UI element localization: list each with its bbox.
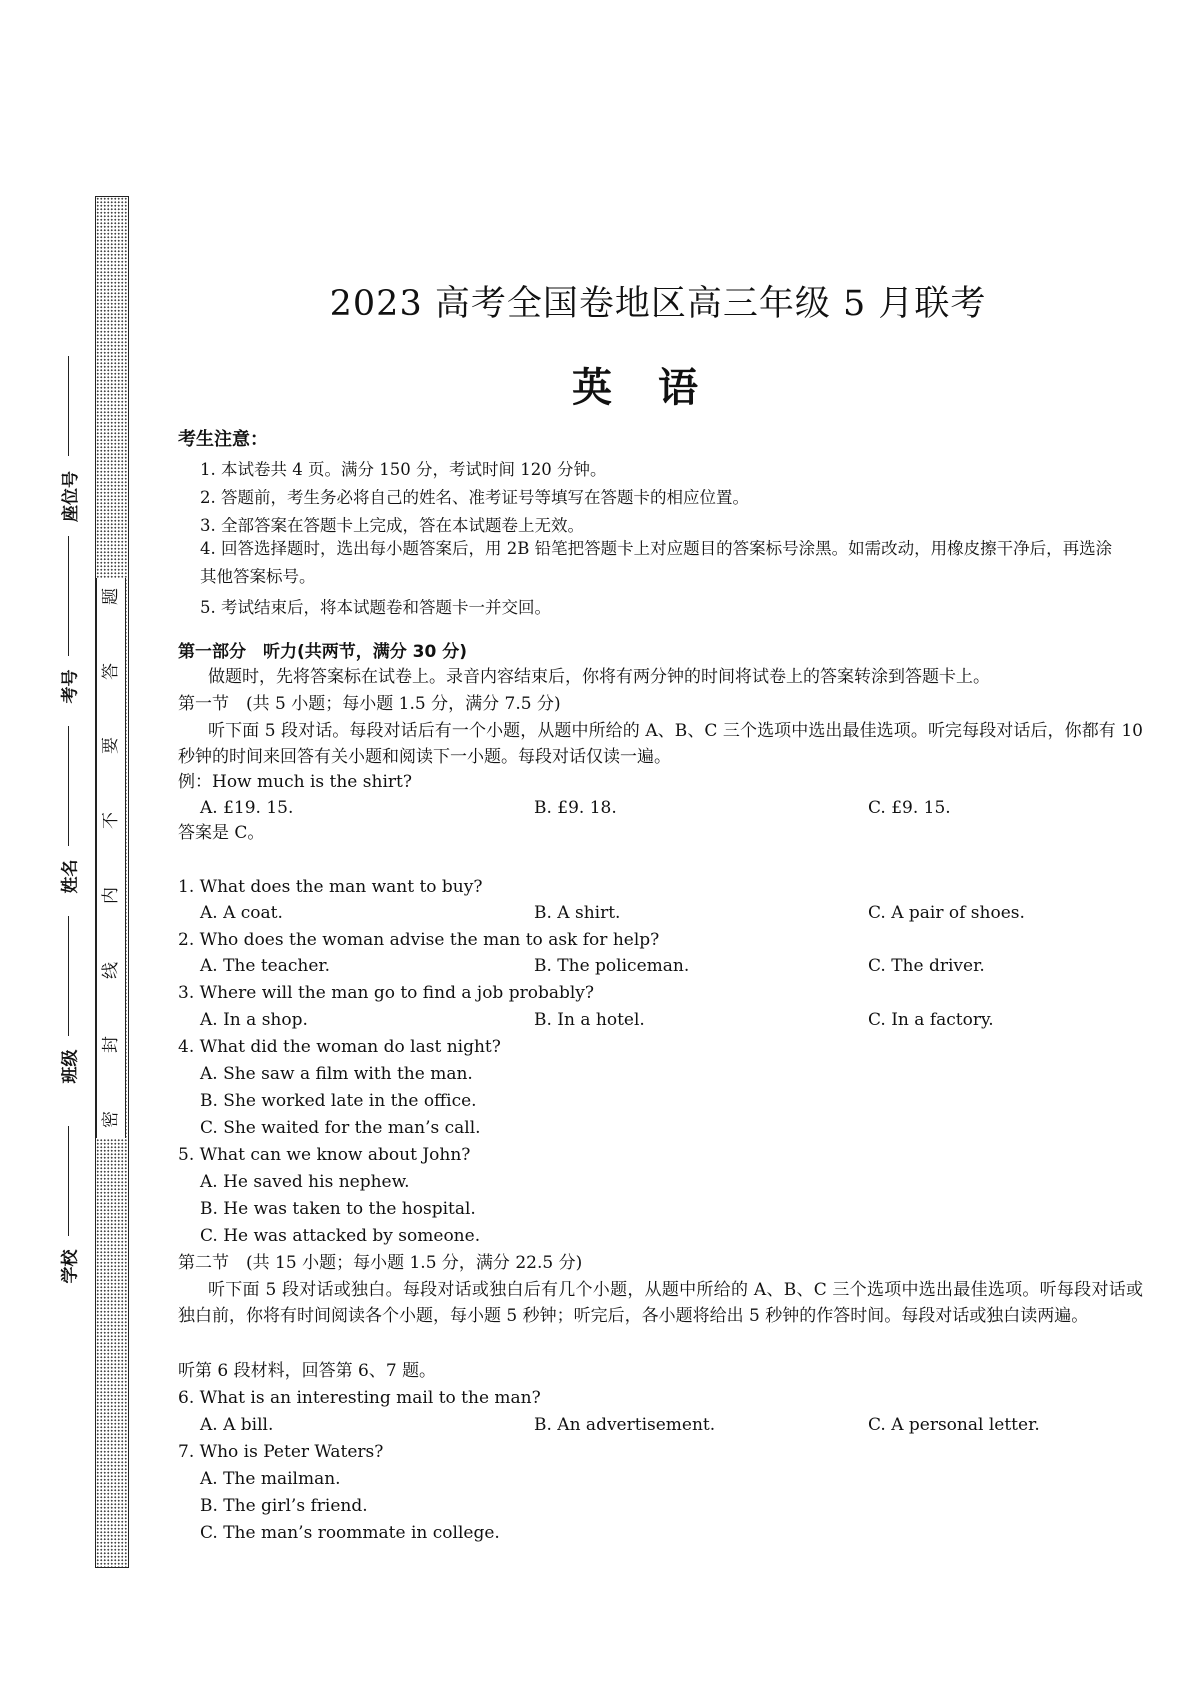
example-option-b: B. £9. 18. (534, 798, 617, 818)
seal-char: 内 (100, 886, 121, 904)
subject-title: 英语 (572, 365, 744, 411)
student-info-fields (55, 356, 81, 1426)
q5-option-a[interactable]: A. He saved his nephew. (200, 1172, 410, 1192)
q7-option-c[interactable]: C. The man’s roommate in college. (200, 1523, 500, 1543)
notice-item: 3. 全部答案在答题卡上完成，答在本试题卷上无效。 (200, 516, 584, 535)
q4-option-b[interactable]: B. She worked late in the office. (200, 1091, 477, 1111)
q6-option-c[interactable]: C. A personal letter. (868, 1415, 1040, 1435)
question-7: 7. Who is Peter Waters? (178, 1442, 384, 1462)
q2-option-c[interactable]: C. The driver. (868, 956, 985, 976)
question-5: 5. What can we know about John? (178, 1145, 471, 1165)
question-2: 2. Who does the woman advise the man to ask for help? (178, 930, 660, 950)
seat-number-field[interactable]: 座位号 (55, 356, 81, 509)
q7-option-a[interactable]: A. The mailman. (200, 1469, 341, 1489)
question-6: 6. What is an interesting mail to the man? (178, 1388, 541, 1408)
seal-char: 线 (100, 961, 121, 979)
example-question: 例：How much is the shirt? (178, 772, 412, 792)
seal-char: 要 (100, 737, 121, 755)
notice-item: 2. 答题前，考生务必将自己的姓名、准考证号等填写在答题卡的相应位置。 (200, 488, 749, 507)
section2-instructions: 听下面 5 段对话或独白。每段对话或独白后有几个小题，从题中所给的 A、B、C 三个选项中选出最佳选项。听每段对话或独白前，你将有时间阅读各个小题，每小题 5 秒钟；听完后，各小题将给出 5 秒钟的作答时间。每段对话或独白读两遍。 (178, 1280, 1143, 1326)
section1-instructions: 听下面 5 段对话。每段对话后有一个小题，从题中所给的 A、B、C 三个选项中选出最佳选项。听完每段对话后，你都有 10 秒钟的时间来回答有关小题和阅读下一小题。每段对话仅读一遍。 (178, 721, 1143, 767)
example-option-c: C. £9. 15. (868, 798, 951, 818)
notice-heading: 考生注意： (178, 429, 268, 450)
question-1: 1. What does the man want to buy? (178, 877, 483, 897)
section2-heading: 第二节 (共 15 小题；每小题 1.5 分，满分 22.5 分) (178, 1253, 583, 1273)
exam-number-field[interactable]: 考号 (55, 536, 81, 699)
notice-item: 4. 回答选择题时，选出每小题答案后，用 2B 铅笔把答题卡上对应题目的答案标号涂黑。如需改动，用橡皮擦干净后，再选涂其他答案标号。 (200, 539, 1113, 586)
question-3: 3. Where will the man go to find a job probably? (178, 983, 595, 1003)
class-field[interactable]: 班级 (55, 916, 81, 1079)
seal-line-notice (96, 578, 126, 1138)
exam-title: 2023 高考全国卷地区高三年级 5 月联考 (329, 284, 987, 324)
seal-char: 密 (100, 1110, 121, 1128)
seal-char: 不 (100, 812, 121, 830)
q5-option-b[interactable]: B. He was taken to the hospital. (200, 1199, 476, 1219)
part1-intro: 做题时，先将答案标在试卷上。录音内容结束后，你将有两分钟的时间将试卷上的答案转涂到答题卡上。 (208, 667, 990, 687)
q3-option-a[interactable]: A. In a shop. (200, 1010, 308, 1030)
q4-option-a[interactable]: A. She saw a film with the man. (200, 1064, 473, 1084)
q6-option-b[interactable]: B. An advertisement. (534, 1415, 716, 1435)
q5-option-c[interactable]: C. He was attacked by someone. (200, 1226, 481, 1246)
seal-char: 封 (100, 1036, 121, 1054)
example-answer: 答案是 C。 (178, 823, 265, 843)
q3-option-c[interactable]: C. In a factory. (868, 1010, 994, 1030)
q1-option-b[interactable]: B. A shirt. (534, 903, 621, 923)
notice-item: 1. 本试卷共 4 页。满分 150 分，考试时间 120 分钟。 (200, 460, 607, 479)
material-note: 听第 6 段材料，回答第 6、7 题。 (178, 1361, 437, 1381)
q2-option-a[interactable]: A. The teacher. (200, 956, 331, 976)
q1-option-c[interactable]: C. A pair of shoes. (868, 903, 1025, 923)
seal-char: 题 (100, 588, 121, 605)
example-option-a: A. £19. 15. (200, 798, 294, 818)
section1-heading: 第一节 (共 5 小题；每小题 1.5 分，满分 7.5 分) (178, 694, 561, 714)
question-4: 4. What did the woman do last night? (178, 1037, 501, 1057)
part1-heading: 第一部分 听力(共两节，满分 30 分) (178, 642, 468, 662)
school-field[interactable]: 学校 (55, 1126, 81, 1279)
q3-option-b[interactable]: B. In a hotel. (534, 1010, 645, 1030)
seal-char: 答 (100, 662, 121, 680)
q2-option-b[interactable]: B. The policeman. (534, 956, 690, 976)
q6-option-a[interactable]: A. A bill. (200, 1415, 274, 1435)
q4-option-c[interactable]: C. She waited for the man’s call. (200, 1118, 481, 1138)
name-field[interactable]: 姓名 (55, 726, 81, 889)
q1-option-a[interactable]: A. A coat. (200, 903, 283, 923)
notice-item: 5. 考试结束后，将本试题卷和答题卡一并交回。 (200, 598, 551, 617)
q7-option-b[interactable]: B. The girl’s friend. (200, 1496, 368, 1516)
